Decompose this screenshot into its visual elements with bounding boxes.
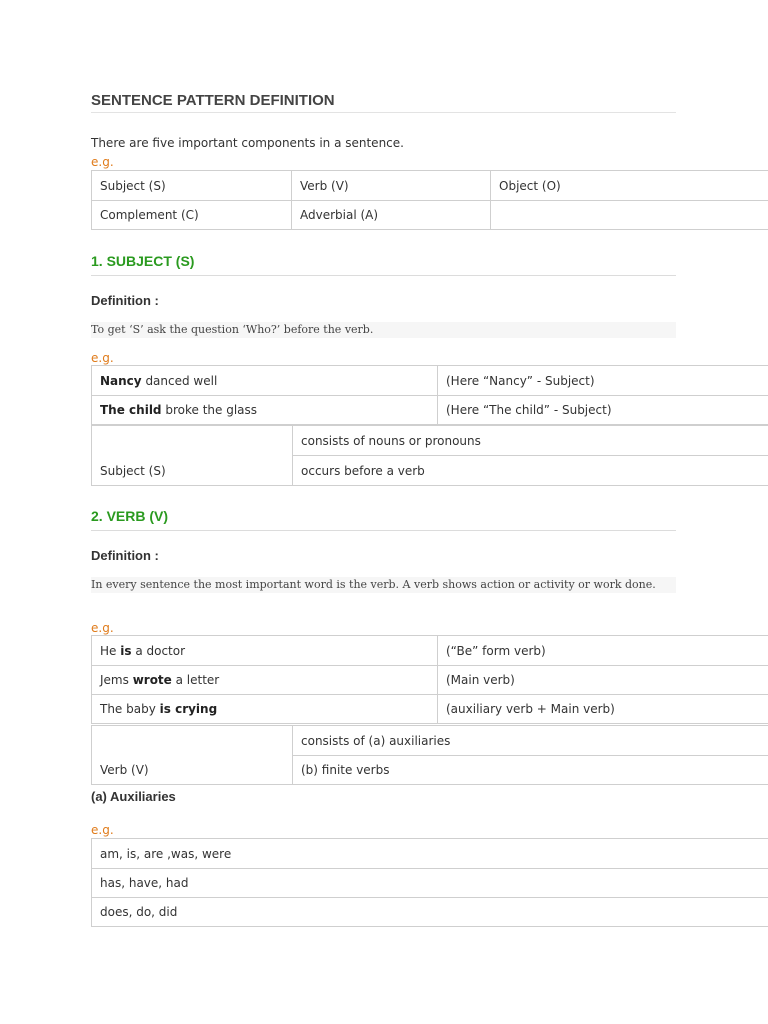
table-row (92, 426, 768, 456)
definition-label: Definition : (91, 293, 159, 308)
table-row (92, 898, 768, 927)
table-row (92, 839, 768, 869)
table-cell: Adverbial (A) (292, 201, 491, 230)
subject-summary-table (91, 425, 768, 486)
section-heading-verb: 2. VERB (V) (91, 508, 676, 531)
table-row (92, 366, 768, 396)
table-row (92, 201, 768, 230)
table-cell: Complement (C) (92, 201, 292, 230)
table-cell: Object (O) (491, 171, 768, 201)
emphasis: is (120, 643, 132, 658)
example-sentence (92, 366, 438, 396)
emphasis: wrote (132, 673, 172, 687)
sentence-pre: He (100, 643, 121, 658)
summary-point: occurs before a verb (293, 456, 768, 486)
eg-label: e.g. (91, 621, 114, 635)
intro-text: There are five important components in a sentence. (91, 136, 404, 150)
section-heading-subject: 1. SUBJECT (S) (91, 253, 676, 276)
example-note: (Main verb) (438, 666, 768, 695)
table-row (92, 171, 768, 201)
sentence-post: a doctor (131, 643, 186, 658)
eg-label: e.g. (91, 351, 114, 365)
verb-examples-table (91, 635, 768, 724)
example-note: (Here “The child” - Subject) (438, 396, 768, 425)
summary-point: consists of (a) auxiliaries (293, 726, 768, 756)
example-sentence (92, 636, 438, 666)
table-cell: has, have, had (92, 869, 768, 898)
table-row (92, 869, 768, 898)
table-row (92, 396, 768, 425)
definition-text: In every sentence the most important word is the verb. A verb shows action or activity or work done. (91, 577, 676, 593)
eg-label: e.g. (91, 155, 114, 169)
eg-label: e.g. (91, 823, 114, 837)
table-row (92, 666, 768, 695)
example-note: (auxiliary verb + Main verb) (438, 695, 768, 724)
table-row (92, 695, 768, 724)
sentence-pre: Jems (100, 673, 133, 687)
verb-summary-table (91, 725, 768, 785)
sentence-rest: broke the glass (161, 403, 258, 417)
auxiliaries-table (91, 838, 768, 927)
table-cell: Verb (V) (292, 171, 491, 201)
page-title: SENTENCE PATTERN DEFINITION (91, 92, 676, 113)
sentence-pre: The baby (100, 702, 160, 716)
table-row (92, 636, 768, 666)
table-cell (491, 201, 768, 230)
example-sentence (92, 396, 438, 425)
definition-label: Definition : (91, 548, 159, 563)
emphasis: The child (100, 403, 162, 417)
example-sentence (92, 666, 438, 695)
summary-label: Subject (S) (92, 426, 293, 486)
table-cell: does, do, did (92, 898, 768, 927)
summary-label: Verb (V) (92, 726, 293, 785)
emphasis: is crying (159, 702, 218, 716)
sentence-rest: danced well (141, 373, 218, 388)
table-cell: Subject (S) (92, 171, 292, 201)
auxiliaries-heading: (a) Auxiliaries (91, 789, 176, 804)
summary-point: consists of nouns or pronouns (293, 426, 768, 456)
components-table (91, 170, 768, 230)
table-cell: am, is, are ,was, were (92, 839, 768, 869)
emphasis: Nancy (100, 373, 142, 388)
example-note: (“Be” form verb) (438, 636, 768, 666)
table-row (92, 726, 768, 756)
definition-text: To get ‘S’ ask the question ‘Who?’ before the verb. (91, 322, 676, 338)
example-sentence (92, 695, 438, 724)
example-note: (Here “Nancy” - Subject) (438, 366, 768, 396)
sentence-post: a letter (171, 673, 220, 687)
subject-examples-table (91, 365, 768, 425)
summary-point: (b) finite verbs (293, 756, 768, 785)
